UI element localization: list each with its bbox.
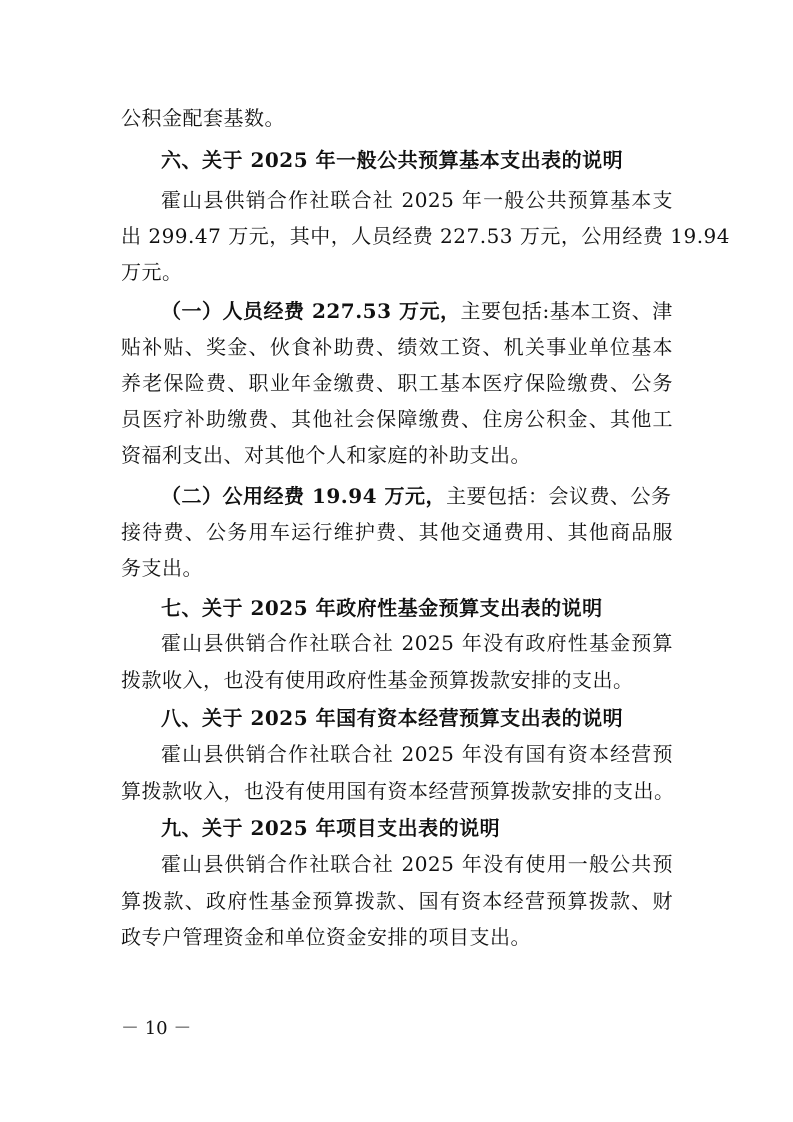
- subheading-public-cost: （二）公用经费 19.94 万元，: [161, 484, 447, 508]
- paragraph-line: 员医疗补助缴费、其他社会保障缴费、住房公积金、其他工: [121, 407, 673, 431]
- paragraph-text: 主要包括：会议费、公务: [446, 484, 672, 508]
- paragraph-line: 霍山县供销合作社联合社 2025 年没有政府性基金预算: [161, 631, 673, 655]
- paragraph-text: 主要包括:基本工资、津: [460, 299, 673, 323]
- section-heading-seven: 七、关于 2025 年政府性基金预算支出表的说明: [161, 596, 603, 620]
- section-heading-six: 六、关于 2025 年一般公共预算基本支出表的说明: [161, 148, 624, 172]
- paragraph-line: [161, 299, 673, 323]
- paragraph-line: 务支出。: [121, 556, 203, 580]
- subheading-personnel-cost: （一）人员经费 227.53 万元，: [161, 299, 461, 323]
- paragraph-line: 政专户管理资金和单位资金安排的项目支出。: [121, 925, 531, 949]
- paragraph-line: 算拨款收入，也没有使用国有资本经营预算拨款安排的支出。: [121, 779, 675, 803]
- paragraph-line: 贴补贴、奖金、伙食补助费、绩效工资、机关事业单位基本: [121, 335, 673, 359]
- paragraph-line: 霍山县供销合作社联合社 2025 年没有使用一般公共预: [161, 852, 673, 876]
- paragraph-line: 霍山县供销合作社联合社 2025 年没有国有资本经营预: [161, 742, 673, 766]
- paragraph-line: 接待费、公务用车运行维护费、其他交通费用、其他商品服: [121, 520, 673, 544]
- section-heading-nine: 九、关于 2025 年项目支出表的说明: [161, 816, 501, 840]
- paragraph-line: 拨款收入，也没有使用政府性基金预算拨款安排的支出。: [121, 668, 634, 692]
- paragraph-line: 算拨款、政府性基金预算拨款、国有资本经营预算拨款、财: [121, 889, 673, 913]
- paragraph-line: 霍山县供销合作社联合社 2025 年一般公共预算基本支: [161, 188, 673, 212]
- paragraph-line: 养老保险费、职业年金缴费、职工基本医疗保险缴费、公务: [121, 371, 673, 395]
- paragraph-line: 万元。: [121, 260, 183, 284]
- paragraph-line: 公积金配套基数。: [121, 106, 285, 130]
- paragraph-line: 资福利支出、对其他个人和家庭的补助支出。: [121, 443, 531, 467]
- paragraph-line: [161, 484, 672, 508]
- paragraph-line: 出 299.47 万元，其中，人员经费 227.53 万元，公用经费 19.94: [121, 224, 731, 248]
- page-number: － 10 －: [121, 1018, 192, 1039]
- section-heading-eight: 八、关于 2025 年国有资本经营预算支出表的说明: [161, 706, 624, 730]
